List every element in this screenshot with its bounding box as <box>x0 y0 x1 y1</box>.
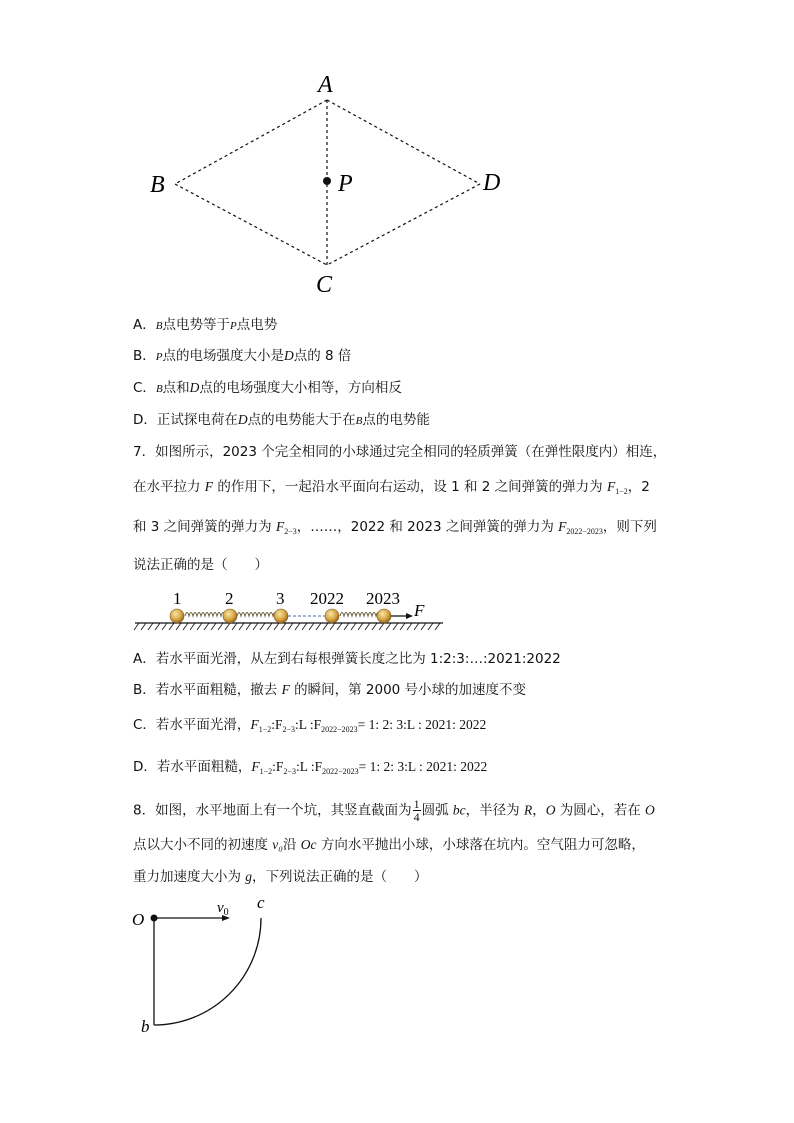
math-var: v₀ <box>272 837 283 852</box>
label-b-point: b <box>141 1017 150 1036</box>
math-var: F <box>250 717 259 732</box>
ball-label-2: 2 <box>225 589 234 608</box>
ball-2023 <box>377 609 391 623</box>
ball-2 <box>223 609 237 623</box>
ball-label-3: 3 <box>276 589 285 608</box>
label-p: P <box>338 171 353 197</box>
math-var: F <box>251 759 260 774</box>
q7-option-d <box>133 758 487 781</box>
math-var: O <box>645 802 655 818</box>
text: ，则下列 <box>602 519 657 535</box>
math-text: :F <box>272 759 284 774</box>
option-letter: B． <box>133 348 156 364</box>
option-text: 点的电势能 <box>362 412 430 428</box>
option-letter: C． <box>133 380 156 396</box>
math-var: F <box>606 479 616 494</box>
math-var: g <box>245 869 253 884</box>
option-text: 点的电场强度大小相等，方向相反 <box>199 380 402 396</box>
rhombus-diagram <box>140 62 520 302</box>
option-text: 点的电场强度大小是 <box>162 348 284 364</box>
text: ，半径为 <box>465 802 524 819</box>
math-var: B <box>355 415 363 427</box>
q8-line-3 <box>133 868 428 886</box>
math-var: D <box>237 412 248 427</box>
q7-option-a: A．若水平面光滑，从左到右每根弹簧长度之比为 1:2:3:…:2021:2022 <box>133 651 561 667</box>
text: 和 3 之间弹簧的弹力为 <box>133 519 276 535</box>
fraction-denominator: 4 <box>413 810 420 824</box>
fraction-one-quarter <box>413 798 421 823</box>
option-letter: A． <box>133 317 156 333</box>
label-a: A <box>318 72 333 98</box>
ball-3 <box>274 609 288 623</box>
label-v0 <box>217 900 229 918</box>
q8-line-2 <box>133 836 645 854</box>
text: 在水平拉力 <box>133 479 205 495</box>
force-label: F <box>414 601 425 620</box>
option-text: 点的 8 倍 <box>293 348 352 364</box>
ground-hatch <box>134 623 440 630</box>
label-o: O <box>132 910 145 929</box>
math-var: O <box>545 802 556 818</box>
text: C．若水平面光滑， <box>133 717 251 733</box>
option-text: 正试探电荷在 <box>156 412 238 428</box>
math-sub: 1−2 <box>615 487 628 496</box>
q7-option-c <box>133 716 486 739</box>
text: ，下列说法正确的是（ ） <box>252 869 428 885</box>
q7-option-b <box>133 681 526 699</box>
math-var: P <box>229 320 237 332</box>
text: 8．如图，水平地面上有一个坑，其竖直截面为 <box>133 802 412 819</box>
label-c-point: c <box>257 893 265 912</box>
q6-option-c <box>133 379 402 398</box>
math-sub: 1−2 <box>258 725 272 734</box>
math-var: B <box>155 320 163 332</box>
option-text: 点和 <box>162 380 190 396</box>
math-var: D <box>189 380 200 395</box>
math-var: F <box>281 682 290 697</box>
ball-1 <box>170 609 184 623</box>
q8-line-1 <box>133 798 655 823</box>
text: B．若水平面粗糙，撤去 <box>133 682 282 698</box>
math-text: :L :F <box>295 759 323 774</box>
option-text: 点电势等于 <box>162 317 230 333</box>
velocity-symbol: v <box>217 900 224 916</box>
option-text: 点电势 <box>236 317 278 333</box>
text: 沿 <box>282 837 301 853</box>
math-var: P <box>155 351 163 363</box>
math-sub: 2022−2023 <box>321 725 358 734</box>
fraction-numerator: 1 <box>413 797 420 811</box>
ball-label-1: 1 <box>173 589 182 608</box>
label-c: C <box>316 272 333 298</box>
ball-label-2022: 2022 <box>310 589 344 608</box>
option-text: 点的电势能大于在 <box>247 412 356 428</box>
text: D．若水平面粗糙， <box>133 759 252 775</box>
math-var: bc <box>452 802 466 818</box>
text: 重力加速度大小为 <box>133 869 246 885</box>
label-b: B <box>150 172 165 198</box>
math-text: = 1: 2: 3:L : 2021: 2022 <box>357 717 487 732</box>
quarter-arc-figure <box>128 892 278 1037</box>
math-sub: 2022−2023 <box>322 767 359 776</box>
text: ， <box>532 802 546 819</box>
label-d: D <box>483 170 501 196</box>
point-p-dot <box>323 177 331 185</box>
ball-label-2023: 2023 <box>366 589 400 608</box>
q6-option-b <box>133 347 351 366</box>
ball-2022 <box>325 609 339 623</box>
math-sub: 1−2 <box>259 767 273 776</box>
q7-line-4: 说法正确的是（ ） <box>133 557 268 573</box>
math-var: F <box>204 479 214 494</box>
spring-ball-figure <box>133 587 445 635</box>
math-text: = 1: 2: 3:L : 2021: 2022 <box>358 759 488 774</box>
arrow-head-icon <box>406 613 413 619</box>
math-var: R <box>523 802 533 818</box>
text: 为圆心，若在 <box>555 802 646 819</box>
math-var: F <box>558 519 567 534</box>
q7-line-1: 7．如图所示，2023 个完全相同的小球通过完全相同的轻质弹簧（在弹性限度内）相连， <box>133 444 667 460</box>
text: 方向水平抛出小球，小球落在坑内。空气阻力可忽略， <box>316 837 645 853</box>
math-sub: 2−3 <box>282 725 295 734</box>
velocity-subscript: 0 <box>223 907 229 918</box>
text: ，……，2022 和 2023 之间弹簧的弹力为 <box>296 519 559 535</box>
text: 圆弧 <box>421 802 453 819</box>
math-text: :L :F <box>294 717 322 732</box>
math-var: F <box>275 519 285 534</box>
option-letter: D． <box>133 412 157 428</box>
math-sub: 2−3 <box>283 767 296 776</box>
math-sub: 2−3 <box>284 527 297 536</box>
q7-line-2 <box>133 478 650 501</box>
math-var: D <box>284 348 294 363</box>
math-var: B <box>155 383 163 395</box>
math-sub: 2022−2023 <box>566 527 603 536</box>
math-var: Oc <box>300 837 317 852</box>
math-text: :F <box>271 717 283 732</box>
q7-line-3 <box>133 518 657 541</box>
text: 的瞬间，第 2000 号小球的加速度不变 <box>289 682 527 698</box>
text: 的作用下，一起沿水平面向右运动，设 1 和 2 之间弹簧的弹力为 <box>213 479 607 495</box>
text: 点以大小不同的初速度 <box>133 837 273 853</box>
q6-option-d <box>133 411 430 430</box>
arc-bc <box>154 918 261 1025</box>
q6-option-a <box>133 316 277 335</box>
text: ，2 <box>627 479 650 495</box>
